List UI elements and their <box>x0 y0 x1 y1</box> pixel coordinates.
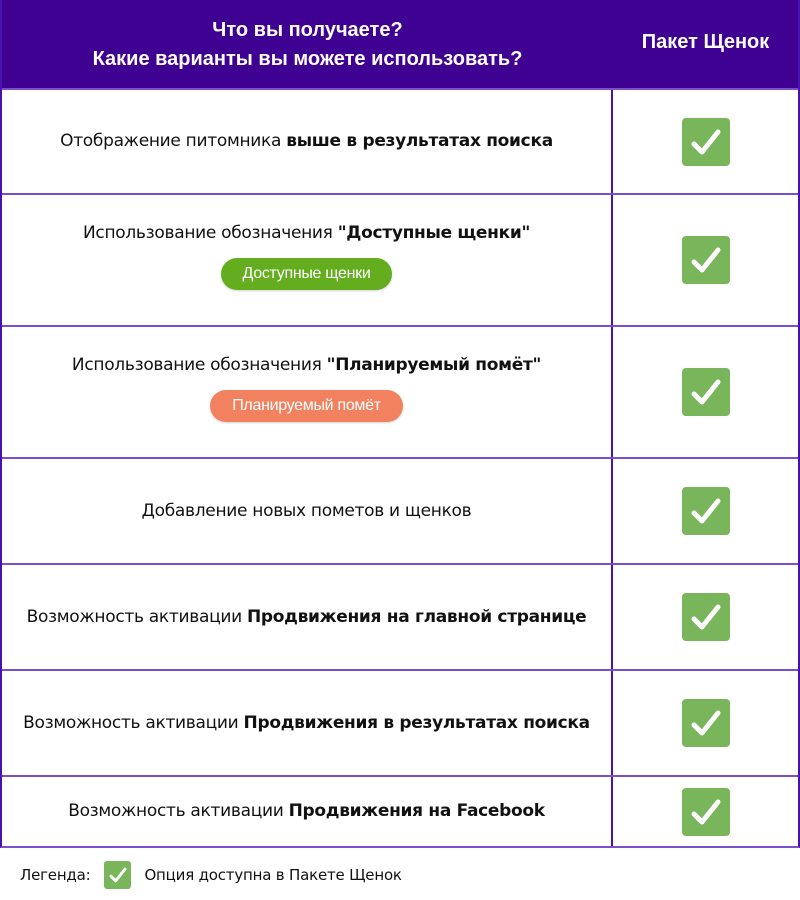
header-feature-column <box>2 0 613 88</box>
feature-text: Возможность активации <box>26 607 247 627</box>
feature-text-bold: выше в результатах поиска <box>286 130 553 151</box>
feature-text-bold: Продвижения в результатах поиска <box>243 713 590 733</box>
feature-cell <box>2 327 613 457</box>
checkmark-icon <box>104 861 131 889</box>
checkmark-icon <box>682 368 730 416</box>
feature-cell <box>2 459 613 563</box>
feature-text: Возможность активации <box>23 713 244 733</box>
feature-text: Возможность активации <box>68 800 289 821</box>
legend <box>20 861 402 889</box>
checkmark-icon <box>682 788 730 836</box>
legend-description: Опция доступна в Пакете Щенок <box>144 866 402 884</box>
checkmark-icon <box>682 593 730 641</box>
table-row <box>2 563 798 669</box>
table-row <box>2 775 798 846</box>
package-cell <box>613 195 798 325</box>
feature-text-bold: Продвижения на Facebook <box>288 800 545 821</box>
package-cell <box>613 671 798 775</box>
feature-cell <box>2 777 613 846</box>
checkmark-icon <box>682 118 730 166</box>
legend-label: Легенда: <box>20 866 91 884</box>
header-title-line-1: Что вы получаете? <box>212 19 403 41</box>
table-row <box>2 193 798 325</box>
checkmark-icon <box>682 236 730 284</box>
available-puppies-badge: Доступные щенки <box>221 258 393 290</box>
package-cell <box>613 565 798 669</box>
checkmark-icon <box>682 487 730 535</box>
table-row <box>2 669 798 775</box>
table-row <box>2 88 798 193</box>
table-header <box>2 0 798 88</box>
checkmark-icon <box>682 699 730 747</box>
header-package-column: Пакет Щенок <box>641 30 770 53</box>
feature-text: Использование обозначения <box>71 354 327 375</box>
feature-cell <box>2 565 613 669</box>
feature-cell <box>2 90 613 193</box>
planned-litter-badge: Планируемый помёт <box>210 390 403 422</box>
package-cell <box>613 327 798 457</box>
package-cell <box>613 90 798 193</box>
feature-text-bold: Продвижения на главной странице <box>246 607 587 627</box>
package-cell <box>613 777 798 846</box>
table-row <box>2 457 798 563</box>
header-title-line-2: Какие варианты вы можете использовать? <box>92 48 523 70</box>
feature-text-bold: "Планируемый помёт" <box>326 354 542 375</box>
feature-text: Использование обозначения <box>82 222 338 243</box>
table-row <box>2 325 798 457</box>
feature-cell <box>2 195 613 325</box>
feature-text: Добавление новых пометов и щенков <box>141 501 472 521</box>
package-cell <box>613 459 798 563</box>
feature-text: Отображение питомника <box>60 130 287 151</box>
feature-cell <box>2 671 613 775</box>
feature-text-bold: "Доступные щенки" <box>337 222 530 243</box>
